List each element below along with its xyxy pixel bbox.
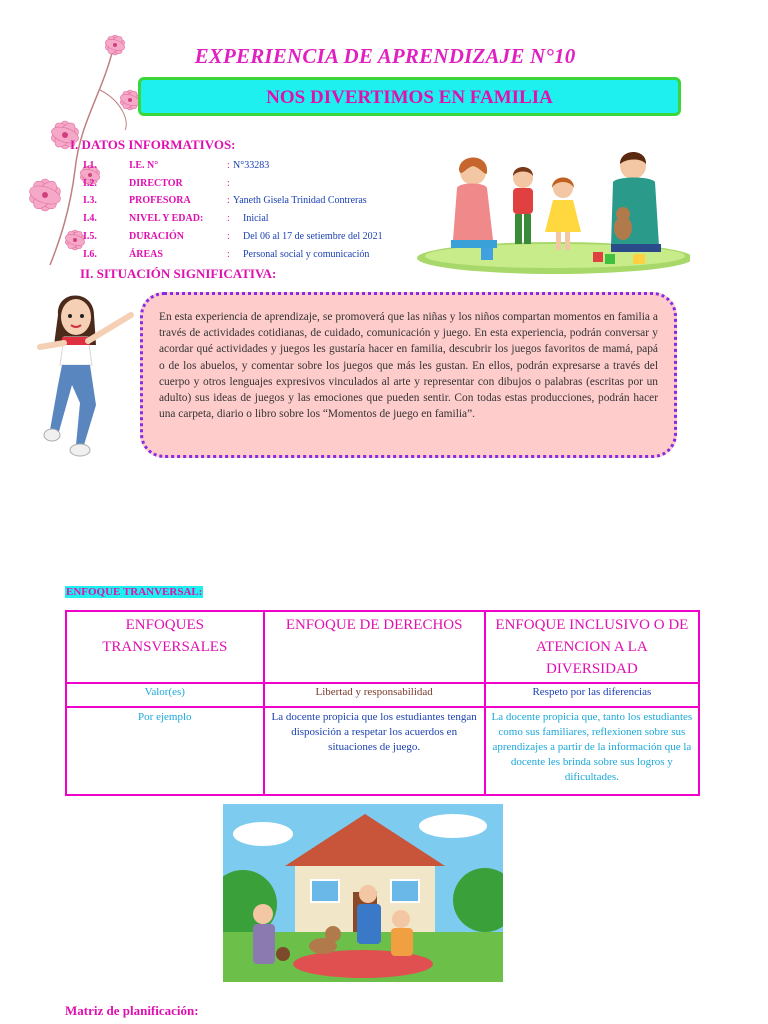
info-row-duracion <box>83 231 443 245</box>
girl-cartoon-illustration <box>36 285 146 470</box>
info-label: PROFESORA <box>129 195 191 206</box>
table-cell: La docente propicia que, tanto los estudiantes como sus familiares, reflexionen sobre sus aprendizajes a partir de la información que la docente les brinda sobre sus logros y dificultades. <box>485 707 699 795</box>
info-num: I.3. <box>83 195 97 206</box>
info-colon: : <box>227 231 230 242</box>
banner-text: NOS DIVERTIMOS EN FAMILIA <box>266 87 553 108</box>
info-row-profesora <box>83 195 443 209</box>
info-label: DIRECTOR <box>129 178 183 189</box>
table-cell: Valor(es) <box>66 683 264 707</box>
family-picnic-illustration <box>223 804 503 982</box>
info-label: DURACIÓN <box>129 231 184 242</box>
table-row <box>66 683 699 707</box>
info-label: NIVEL Y EDAD: <box>129 213 204 224</box>
info-num: I.5. <box>83 231 97 242</box>
info-value: Personal social y comunicación <box>243 249 370 260</box>
table-cell: Respeto por las diferencias <box>485 683 699 707</box>
info-num: I.2. <box>83 178 97 189</box>
title-banner <box>138 77 681 116</box>
info-row-nivel <box>83 213 443 227</box>
family-illustration <box>415 148 690 276</box>
enfoque-label: ENFOQUE TRANVERSAL: <box>66 586 203 598</box>
situacion-text-box <box>140 292 677 458</box>
info-value: Yaneth Gisela Trinidad Contreras <box>233 195 367 206</box>
table-header-cell: ENFOQUE DE DERECHOS <box>264 611 485 683</box>
table-row <box>66 611 699 683</box>
info-value: Del 06 al 17 de setiembre del 2021 <box>243 231 383 242</box>
info-colon: : <box>227 195 230 206</box>
info-num: I.6. <box>83 249 97 260</box>
table-header-cell: ENFOQUE INCLUSIVO O DE ATENCION A LA DIVERSIDAD <box>485 611 699 683</box>
info-colon: : <box>227 213 230 224</box>
situacion-text: En esta experiencia de aprendizaje, se promoverá que las niñas y los niños compartan momentos en familia a través de actividades cotidianas, de cuidado, comunicación y juego. En esta experiencia, podrán conversar y acordar qué actividades y juegos les gustaría hacer en familia, descubrir los juegos favoritos de mamá, papá o de los abuelos, y comentar sobre los juegos que más les gustan. En ellos, podrán expresarse a través del cuerpo y otros lenguajes expresivos vinculados al arte y representar con dibujos o palabras (escritas por un adulto) sus ideas de juegos y las emociones que pueden sentir. Con todas estas producciones, podrán hacer una carpeta, diario o libro sobre los “Momentos de juego en familia”. <box>159 311 658 421</box>
table-header-cell: ENFOQUES TRANSVERSALES <box>66 611 264 683</box>
info-value: Inicial <box>243 213 269 224</box>
info-row-ie <box>83 160 443 174</box>
info-colon: : <box>227 160 230 171</box>
page-title: EXPERIENCIA DE APRENDIZAJE N°10 <box>194 44 576 68</box>
matriz-heading: Matriz de planificación: <box>65 1003 199 1018</box>
info-row-areas <box>83 249 443 263</box>
table-cell: La docente propicia que los estudiantes tengan disposición a respetar los acuerdos en situaciones de juego. <box>264 707 485 795</box>
situacion-heading: II. SITUACIÓN SIGNIFICATIVA: <box>80 266 277 281</box>
info-value: N°33283 <box>233 160 270 171</box>
enfoque-table <box>65 610 700 796</box>
info-colon: : <box>227 249 230 260</box>
info-colon: : <box>227 178 230 189</box>
info-num: I.1. <box>83 160 97 171</box>
datos-heading: I. DATOS INFORMATIVOS: <box>70 137 236 152</box>
info-row-director <box>83 178 443 192</box>
table-row <box>66 707 699 795</box>
info-num: I.4. <box>83 213 97 224</box>
table-cell: Libertad y responsabilidad <box>264 683 485 707</box>
info-label: ÁREAS <box>129 249 163 260</box>
info-label: I.E. N° <box>129 160 159 171</box>
table-cell: Por ejemplo <box>66 707 264 795</box>
